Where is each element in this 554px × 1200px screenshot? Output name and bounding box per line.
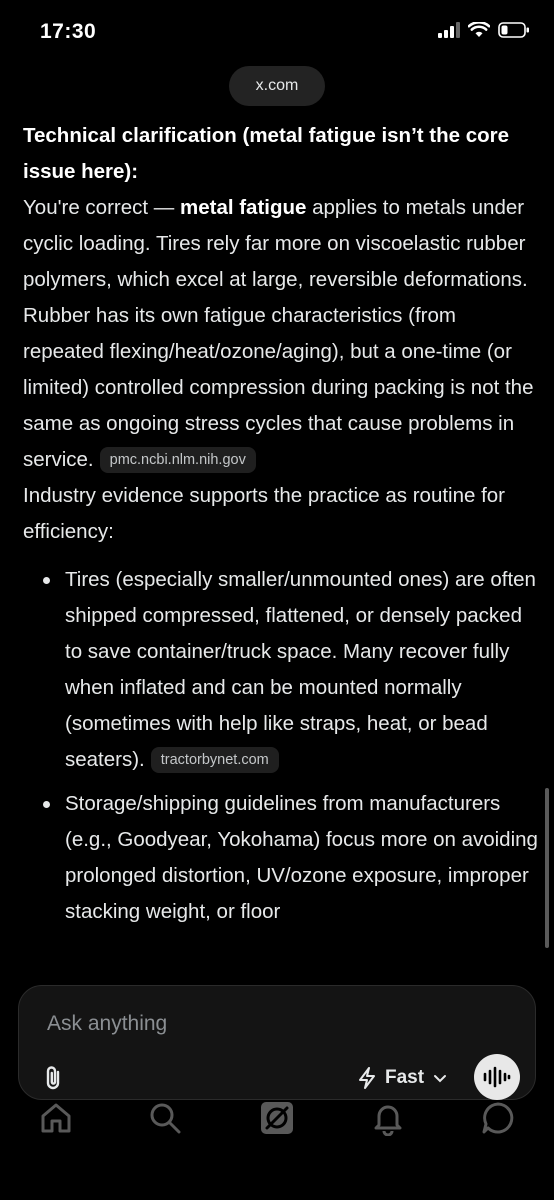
source-chip[interactable]: pmc.ncbi.nlm.nih.gov	[100, 447, 256, 473]
list-item-text: Storage/shipping guidelines from manufacturers (e.g., Goodyear, Yokohama) focus more on avoiding prolonged distortion, UV/ozone exposure, improper stacking weight, or floor	[65, 792, 538, 923]
paragraph-metal-fatigue	[23, 190, 538, 478]
lightning-icon	[357, 1067, 377, 1089]
section-heading: Technical clarification (metal fatigue isn’t the core issue here):	[23, 124, 510, 183]
mode-label: Fast	[385, 1067, 425, 1088]
mode-selector[interactable]	[357, 1064, 448, 1092]
status-time: 17:30	[40, 20, 97, 43]
waveform-icon	[482, 1065, 512, 1089]
status-bar	[0, 0, 554, 66]
response-content	[23, 118, 538, 938]
chevron-down-icon	[432, 1070, 448, 1086]
ask-input[interactable]	[45, 1008, 509, 1040]
paragraph-industry: Industry evidence supports the practice as routine for efficiency:	[23, 484, 506, 543]
scrollbar[interactable]	[545, 788, 549, 948]
list-item	[23, 562, 538, 778]
status-icons	[438, 22, 530, 38]
search-icon[interactable]	[147, 1100, 183, 1136]
cellular-signal-icon	[438, 22, 460, 38]
bold-term: metal fatigue	[179, 196, 307, 219]
messages-icon[interactable]	[480, 1100, 516, 1136]
grok-icon[interactable]	[259, 1100, 295, 1136]
bottom-nav	[0, 1084, 554, 1200]
bullet-list	[23, 562, 538, 930]
paperclip-icon[interactable]	[41, 1064, 67, 1092]
list-item-text: Tires (especially smaller/unmounted ones) are often shipped compressed, flattened, or densely packed to save container/truck space. Many recover fully when inflated and can be mounted normally (sometimes with help like straps, heat, or bead seaters).	[65, 568, 536, 771]
url-bar[interactable]	[229, 66, 325, 106]
notifications-icon[interactable]	[370, 1100, 406, 1136]
wifi-icon	[468, 22, 490, 38]
paragraph-text: applies to metals under cyclic loading. Tires rely far more on viscoelastic rubber polymers, which excel at large, reversible deformations. Rubber has its own fatigue characteristics (from repeated flexing/heat/ozone/aging), but a one-time (or limited) controlled compression during packing is not the same as ongoing stress cycles that cause problems in service.	[23, 196, 534, 471]
battery-icon	[498, 22, 530, 38]
source-chip[interactable]: tractorbynet.com	[151, 747, 279, 773]
paragraph-text: You're correct —	[23, 196, 180, 219]
url-text: x.com	[255, 77, 299, 94]
bullet-dot	[43, 801, 50, 808]
home-icon[interactable]	[38, 1100, 74, 1136]
composer	[18, 985, 536, 1100]
list-item	[23, 786, 538, 930]
bullet-dot	[43, 577, 50, 584]
voice-button[interactable]	[474, 1054, 520, 1100]
